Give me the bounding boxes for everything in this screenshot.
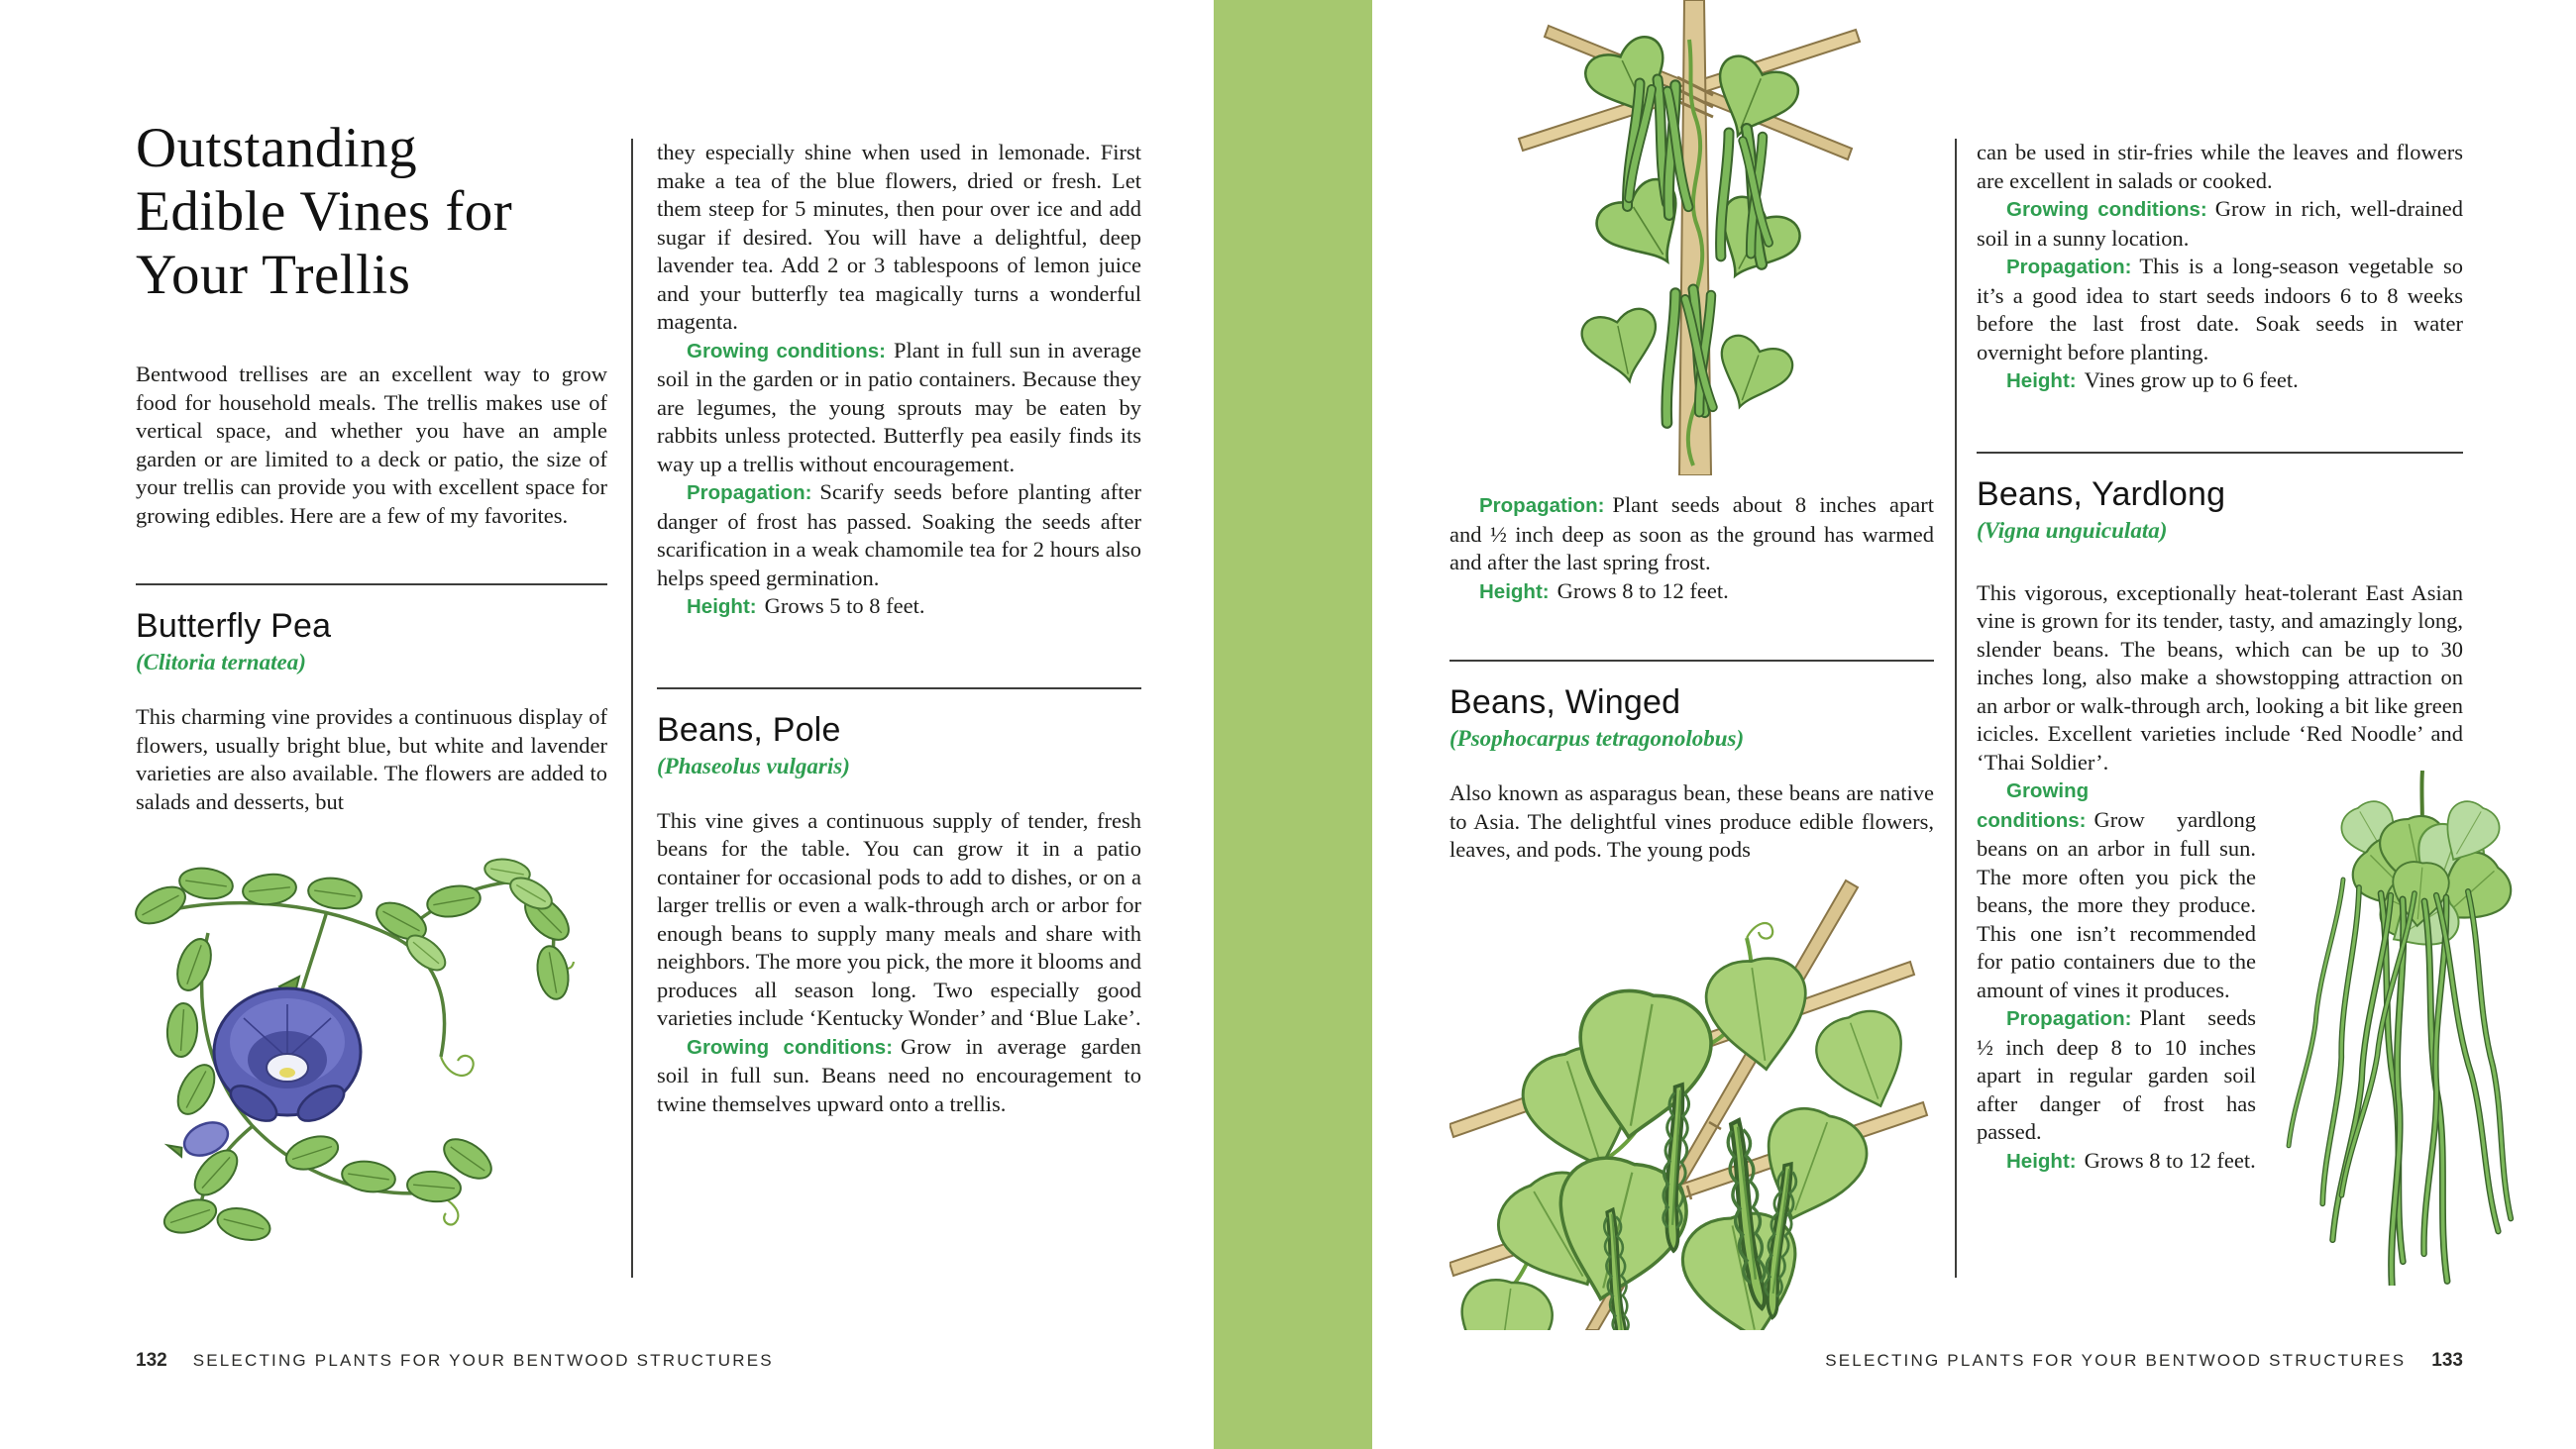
- latin-name-beans-winged: (Psophocarpus tetragonolobus): [1449, 726, 1745, 751]
- butterfly-pea-paragraph-2: they especially shine when used in lemonade. First make a tea of the blue flowers, dried or fresh. Let them steep for 5 minutes, then pour over ice and add sugar if desired. You will have a delightful, deep lavender tea. Add 2 or 3 tablespoons of lemon juice and your butterfly tea magically turns a wonderful magenta.: [657, 140, 1141, 334]
- right-page-column-rule: [1955, 139, 1957, 1278]
- section-heading-beans-winged: Beans, Winged: [1449, 683, 1681, 721]
- right-column-2: [1977, 139, 2463, 1292]
- butterfly-pea-growing-paragraph: [657, 337, 1141, 479]
- beans-winged-height-paragraph: [1977, 366, 2463, 396]
- right-column-1: [1449, 0, 1934, 1330]
- growing-conditions-text: Plant in full sun in average soil in the garden or in patio containers. Because they are legumes, the young sprouts may be eaten by rabbits unless protected. Butterfly pea easily finds its way up a trellis without encouragement.: [657, 337, 1141, 476]
- height-text: Grows 8 to 12 feet.: [1556, 577, 1729, 603]
- propagation-label: Propagation:: [2006, 256, 2132, 278]
- page-title-line-1: Outstanding: [136, 117, 418, 179]
- height-label: Height:: [2006, 369, 2077, 392]
- beans-pole-paragraph-1: This vine gives a continuous supply of tender, fresh beans for the table. You can grow it in a patio container for occasional pods to add to dishes, or on a larger trellis or even a walk-through arch or arbor for enough beans to supply many meals and share with neighbors. The more you pick, the more it blooms and produces all season long. Two especially good varieties include ‘Kentucky Wonder’ and ‘Blue Lake’.: [657, 807, 1141, 1030]
- section-rule-butterfly-pea: [136, 583, 607, 585]
- running-title: SELECTING PLANTS FOR YOUR BENTWOOD STRUCTURES: [1825, 1351, 2407, 1370]
- section-heading-butterfly-pea: Butterfly Pea: [136, 607, 332, 645]
- propagation-label: Propagation:: [687, 481, 812, 504]
- height-label: Height:: [1479, 579, 1550, 603]
- growing-conditions-text: Grow yardlong beans on an arbor in full sun. The more often you pick the beans, the more they produce. This one isn’t recommended for patio containers due to the amount of vines it produces.: [1977, 806, 2256, 1002]
- growing-conditions-label: Growing conditions:: [2006, 198, 2207, 221]
- beans-winged-propagation-paragraph: [1977, 253, 2463, 366]
- beans-winged-paragraph-1: Also known as asparagus bean, these beans are native to Asia. The delightful vines produce edible flowers, leaves, and pods. The young pods: [1449, 780, 1934, 862]
- yardlong-beans-illustration: [2274, 771, 2551, 1286]
- page-title: [136, 117, 607, 307]
- height-text: Grows 8 to 12 feet.: [2084, 1147, 2256, 1173]
- beans-pole-height-paragraph: [1449, 577, 1934, 607]
- growing-conditions-label: Growing conditions:: [687, 1035, 894, 1059]
- page-gutter-band: [1214, 0, 1372, 1449]
- growing-conditions-text: Grow in rich, well-drained soil in a sunny location.: [1977, 196, 2463, 251]
- growing-conditions-label: Growing conditions:: [1977, 779, 2090, 832]
- left-page-footer: [136, 1350, 774, 1372]
- page-title-line-2: Edible Vines for: [136, 180, 513, 243]
- left-page-column-rule: [631, 139, 633, 1278]
- propagation-text: Plant seeds ½ inch deep 8 to 10 inches apart in regular garden soil after danger of frost has passed.: [1977, 1005, 2256, 1144]
- intro-paragraph: Bentwood trellises are an excellent way to grow food for household meals. The trellis makes use of vertical space, and whether you have an ample garden or are limited to a deck or patio, the size of your trellis can provide you with excellent space for growing edibles. Here are a few of my favorites.: [136, 362, 607, 528]
- latin-name-butterfly-pea: (Clitoria ternatea): [136, 650, 306, 674]
- section-heading-beans-yardlong: Beans, Yardlong: [1977, 474, 2226, 513]
- running-title: SELECTING PLANTS FOR YOUR BENTWOOD STRUCTURES: [192, 1351, 774, 1370]
- height-label: Height:: [687, 595, 757, 618]
- latin-name-beans-pole: (Phaseolus vulgaris): [657, 753, 850, 778]
- right-page-footer: [1825, 1350, 2463, 1372]
- latin-name-beans-yardlong: (Vigna unguiculata): [1977, 517, 2168, 543]
- butterfly-pea-illustration: [99, 824, 575, 1260]
- left-page-number: 132: [136, 1350, 167, 1371]
- beans-pole-propagation-paragraph: [1449, 491, 1934, 577]
- propagation-text: Scarify seeds before planting after danger of frost has passed. Soaking the seeds after scarification in a weak chamomile tea for 2 hours also helps speed germination.: [657, 479, 1141, 590]
- winged-beans-illustration: [1449, 875, 1934, 1330]
- beans-winged-growing-paragraph: [1977, 195, 2463, 253]
- propagation-text: This is a long-season vegetable so it’s a good idea to start seeds indoors 6 to 8 weeks before the last frost date. Soak seeds in water overnight before planting.: [1977, 254, 2463, 364]
- beans-pole-growing-paragraph: [657, 1033, 1141, 1119]
- right-page-number: 133: [2431, 1350, 2463, 1371]
- propagation-label: Propagation:: [1479, 494, 1605, 517]
- section-rule-beans-pole: [657, 687, 1141, 689]
- section-rule-beans-winged: [1449, 660, 1934, 662]
- left-column-1: [136, 117, 607, 1260]
- height-text: Vines grow up to 6 feet.: [2084, 367, 2299, 392]
- propagation-label: Propagation:: [2006, 1007, 2132, 1030]
- section-heading-beans-pole: Beans, Pole: [657, 710, 841, 749]
- left-column-2: [657, 139, 1141, 1118]
- growing-conditions-text: Grow in average garden soil in full sun. Beans need no encouragement to twine themselves upward onto a trellis.: [657, 1033, 1141, 1116]
- butterfly-pea-height-paragraph: [657, 592, 1141, 622]
- section-rule-beans-yardlong: [1977, 452, 2463, 454]
- height-label: Height:: [2006, 1149, 2077, 1173]
- propagation-text: Plant seeds about 8 inches apart and ½ inch deep as soon as the ground has warmed and after the last spring frost.: [1449, 492, 1934, 574]
- pole-beans-illustration: [1509, 0, 1876, 475]
- height-text: Grows 5 to 8 feet.: [764, 593, 925, 618]
- beans-winged-paragraph-2: can be used in stir-fries while the leaves and flowers are excellent in salads or cooked.: [1977, 140, 2463, 193]
- beans-yardlong-paragraph-1: This vigorous, exceptionally heat-tolerant East Asian vine is grown for its tender, tasty, and amazingly long, slender beans. The beans, which can be up to 30 inches long, also make a showstopping attraction on an arbor or walk-through arch, looking a bit like green icicles. Excellent varieties include ‘Red Noodle’ and ‘Thai Soldier’.: [1977, 579, 2463, 775]
- growing-conditions-label: Growing conditions:: [687, 339, 886, 362]
- page-title-line-3: Your Trellis: [136, 244, 411, 306]
- butterfly-pea-paragraph-1: This charming vine provides a continuous display of flowers, usually bright blue, but white and lavender varieties are also available. The flowers are added to salads and desserts, but: [136, 704, 607, 814]
- butterfly-pea-propagation-paragraph: [657, 478, 1141, 592]
